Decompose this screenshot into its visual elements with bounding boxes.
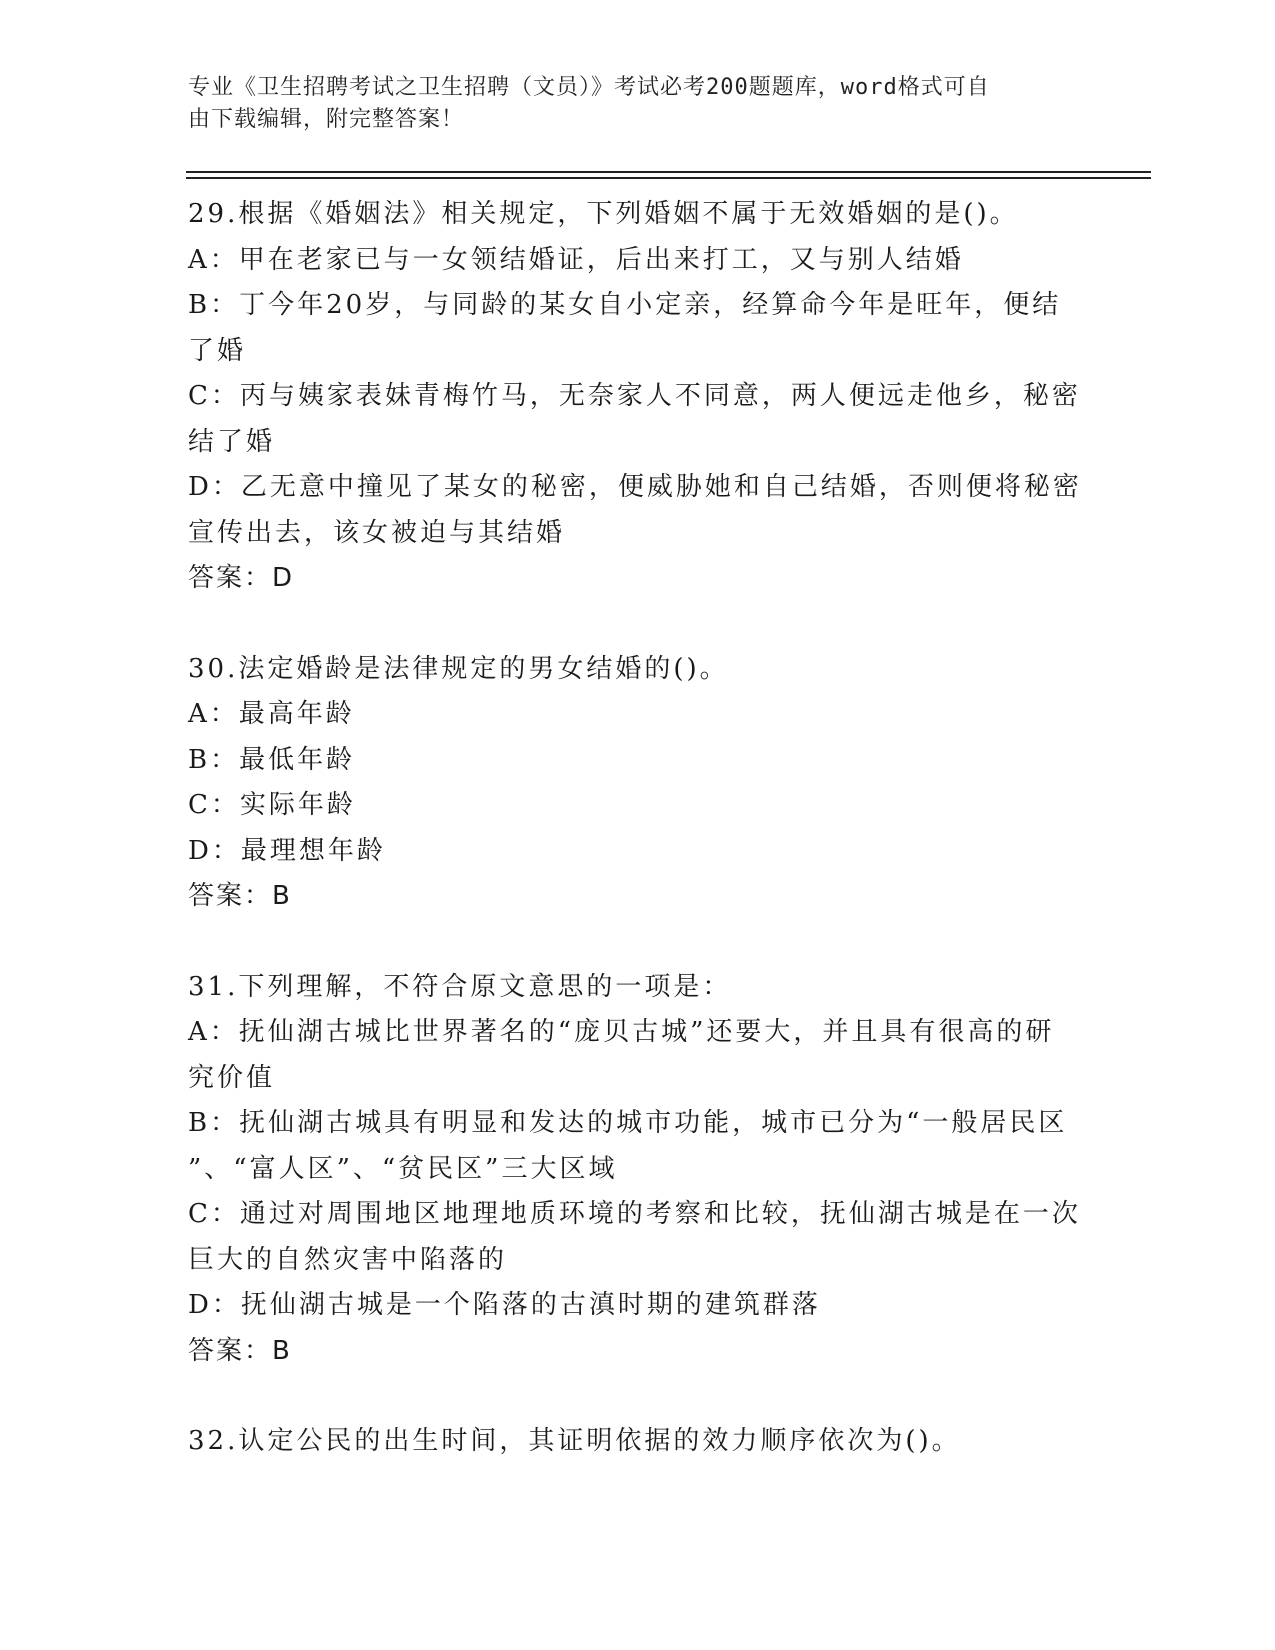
option-c-continued: 结了婚 (188, 426, 276, 457)
question-stem: 31.下列理解，不符合原文意思的一项是： (188, 971, 732, 1002)
answer: 答案：B (188, 881, 292, 911)
document-header (188, 72, 1068, 136)
option-b-continued: ”、“富人区”、“贫民区”三大区域 (188, 1153, 618, 1184)
question-29 (188, 192, 1088, 602)
option-d-continued: 宣传出去，该女被迫与其结婚 (188, 517, 566, 548)
option-b: B：抚仙湖古城具有明显和发达的城市功能，城市已分为“一般居民区 (188, 1108, 1068, 1138)
question-32 (188, 1419, 1088, 1465)
option-d: D：最理想年龄 (188, 835, 386, 866)
option-c: C：实际年龄 (188, 790, 356, 820)
question-list (188, 192, 1088, 1465)
option-b: B：丁今年20岁，与同龄的某女自小定亲，经算命今年是旺年，便结 (188, 290, 1062, 320)
question-stem: 29.根据《婚姻法》相关规定，下列婚姻不属于无效婚姻的是()。 (188, 199, 1019, 229)
question-31 (188, 965, 1088, 1375)
header-rule-top (186, 171, 1151, 173)
option-a: A：最高年龄 (188, 699, 355, 729)
header-line-2: 由下载编辑，附完整答案！ (188, 107, 465, 132)
option-d: D：乙无意中撞见了某女的秘密，便威胁她和自己结婚，否则便将秘密 (188, 472, 1082, 502)
question-stem: 30.法定婚龄是法律规定的男女结婚的()。 (188, 653, 729, 684)
option-a: A：抚仙湖古城比世界著名的“庞贝古城”还要大，并且具有很高的研 (188, 1017, 1055, 1047)
header-rule-bottom (186, 177, 1151, 179)
option-a: A：甲在老家已与一女领结婚证，后出来打工，又与别人结婚 (188, 244, 964, 275)
option-b-continued: 了婚 (188, 335, 247, 366)
question-30 (188, 647, 1088, 920)
option-b: B：最低年龄 (188, 744, 356, 775)
header-line-1: 专业《卫生招聘考试之卫生招聘（文员）》考试必考200题题库，word格式可自 (188, 75, 990, 100)
question-stem: 32.认定公民的出生时间，其证明依据的效力顺序依次为()。 (188, 1426, 961, 1456)
option-d: D：抚仙湖古城是一个陷落的古滇时期的建筑群落 (188, 1290, 821, 1320)
option-c: C：丙与姨家表妹青梅竹马，无奈家人不同意，两人便远走他乡，秘密 (188, 381, 1081, 411)
answer: 答案：D (188, 563, 295, 593)
option-c-continued: 巨大的自然灾害中陷落的 (188, 1244, 508, 1275)
option-c: C：通过对周围地区地理地质环境的考察和比较，抚仙湖古城是在一次 (188, 1199, 1081, 1229)
answer: 答案：B (188, 1335, 292, 1366)
option-a-continued: 究价值 (188, 1062, 276, 1093)
